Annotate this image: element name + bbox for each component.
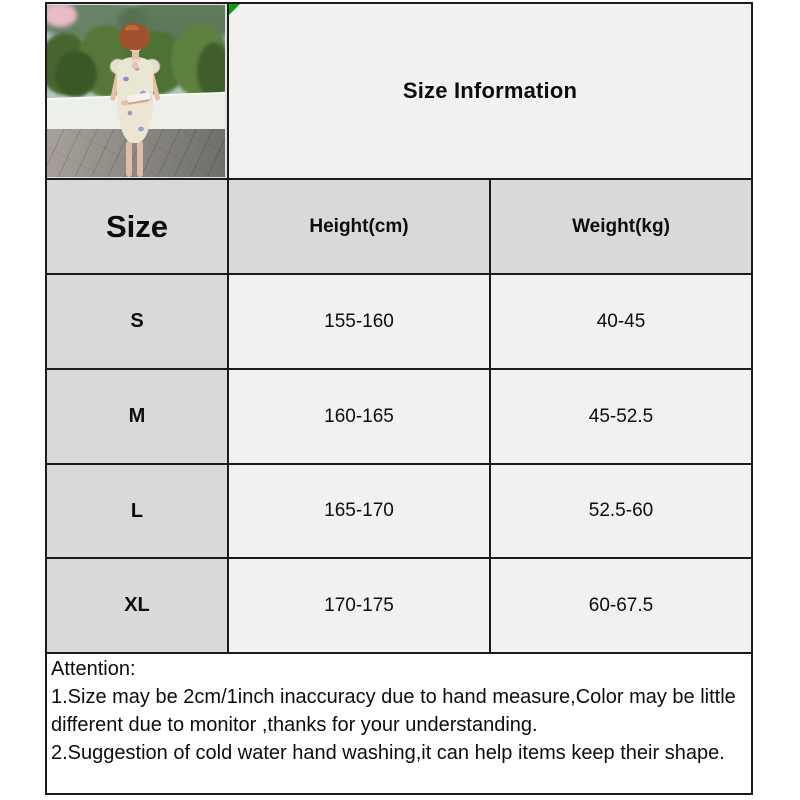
column-header-height: Height(cm)	[228, 179, 490, 274]
weight-value: 40-45	[490, 274, 752, 369]
attention-note: 1.Size may be 2cm/1inch inaccuracy due to hand measure,Color may be little different due to monitor ,thanks for your understanding.	[51, 686, 736, 736]
size-label: L	[46, 464, 228, 558]
height-value: 170-175	[228, 558, 490, 653]
height-value: 155-160	[228, 274, 490, 369]
attention-heading: Attention:	[51, 658, 136, 680]
table-row	[46, 274, 752, 369]
weight-value: 45-52.5	[490, 369, 752, 464]
page-title: Size Information	[402, 78, 578, 103]
photo-tree	[55, 51, 97, 97]
photo-tree	[197, 43, 225, 99]
product-photo	[47, 5, 225, 177]
height-value: 160-165	[228, 369, 490, 464]
table-row	[46, 464, 752, 558]
size-chart-sheet	[45, 2, 753, 795]
model-leg	[137, 141, 143, 177]
title-cell	[228, 3, 752, 179]
model-figure	[109, 23, 161, 177]
size-table	[45, 2, 753, 654]
product-photo-cell	[46, 3, 228, 179]
attention-box	[45, 652, 753, 795]
weight-value: 52.5-60	[490, 464, 752, 558]
table-row	[46, 369, 752, 464]
cell-corner-flag-icon	[229, 4, 240, 15]
weight-value: 60-67.5	[490, 558, 752, 653]
model-hair-fringe	[123, 30, 145, 38]
model-leg	[126, 141, 132, 177]
size-label: M	[46, 369, 228, 464]
model-dress-keyhole	[132, 62, 138, 69]
table-row	[46, 558, 752, 653]
size-label: XL	[46, 558, 228, 653]
height-value: 165-170	[228, 464, 490, 558]
size-label: S	[46, 274, 228, 369]
column-header-size: Size	[46, 179, 228, 274]
column-header-weight: Weight(kg)	[490, 179, 752, 274]
attention-note: 2.Suggestion of cold water hand washing,it can help items keep their shape.	[51, 742, 725, 764]
